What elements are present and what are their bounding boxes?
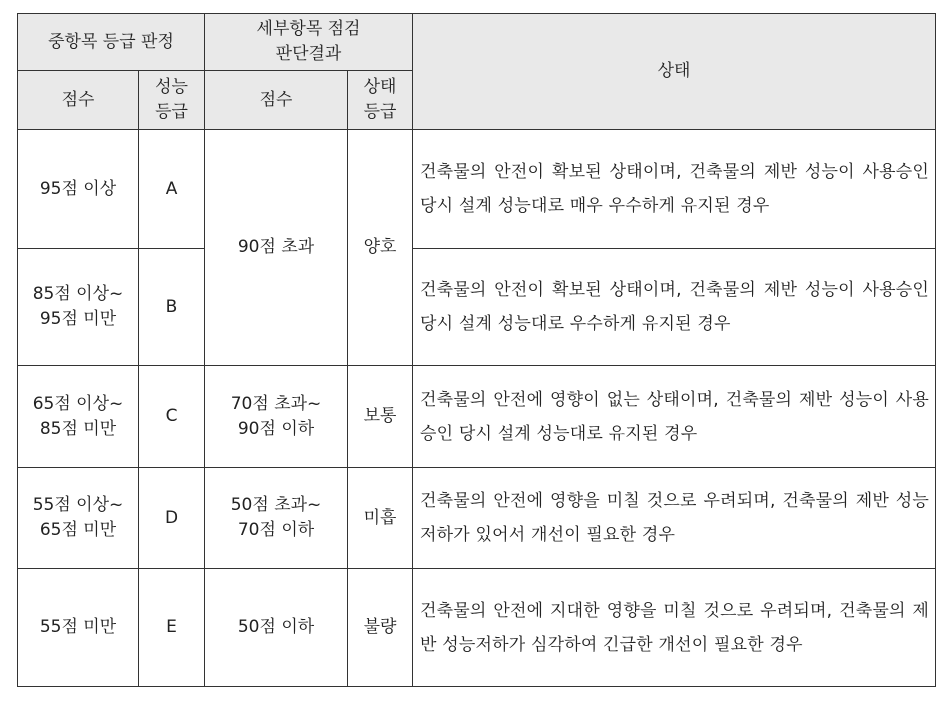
performance-grade-cell: E	[139, 569, 205, 687]
header-sub-item-result-line2: 판단결과	[275, 44, 342, 64]
table-row	[18, 366, 936, 468]
sub-score-cell	[205, 366, 348, 468]
status-description: 건축물의 안전이 확보된 상태이며, 건축물의 제반 성능이 사용승인 당시 설계 성능대로 매우 우수하게 유지된 경우	[413, 130, 936, 249]
sub-score-line1: 70점 초과~	[230, 393, 322, 414]
score-cell: 55점 미만	[18, 569, 139, 687]
score-line2: 95점 미만	[39, 309, 117, 329]
header-sub-item-result-line1: 세부항목 점검	[256, 19, 361, 39]
header-status: 상태	[413, 14, 936, 130]
grade-criteria-table	[17, 13, 936, 687]
header-sub-item-result	[205, 14, 413, 71]
performance-grade-cell: A	[139, 130, 205, 249]
status-description: 건축물의 안전에 지대한 영향을 미칠 것으로 우려되며, 건축물의 제반 성능저하가 심각하여 긴급한 개선이 필요한 경우	[413, 569, 936, 687]
condition-grade-cell: 보통	[348, 366, 413, 468]
header-condition-grade-line2: 등급	[363, 102, 397, 122]
sub-score-line2: 70점 이하	[237, 520, 315, 540]
header-sub-score: 점수	[205, 71, 348, 130]
header-performance-grade-line1: 성능	[155, 77, 188, 97]
table-row	[18, 569, 936, 687]
score-cell: 95점 이상	[18, 130, 139, 249]
status-description: 건축물의 안전에 영향을 미칠 것으로 우려되며, 건축물의 제반 성능저하가 있어서 개선이 필요한 경우	[413, 468, 936, 569]
header-condition-grade-line1: 상태	[363, 77, 397, 97]
score-cell	[18, 249, 139, 366]
header-mid-item-grade: 중항목 등급 판정	[18, 14, 205, 71]
score-line1: 55점 이상~	[32, 495, 124, 515]
condition-grade-cell: 불량	[348, 569, 413, 687]
table-row	[18, 130, 936, 249]
table-row	[18, 468, 936, 569]
sub-score-line2: 90점 이하	[237, 418, 315, 439]
condition-grade-cell: 양호	[348, 130, 413, 366]
performance-grade-cell: D	[139, 468, 205, 569]
header-performance-grade-line2: 등급	[155, 102, 188, 122]
score-cell	[18, 468, 139, 569]
sub-score-cell: 50점 이하	[205, 569, 348, 687]
header-condition-grade	[348, 71, 413, 130]
status-description: 건축물의 안전이 확보된 상태이며, 건축물의 제반 성능이 사용승인 당시 설계 성능대로 우수하게 유지된 경우	[413, 249, 936, 366]
score-line2: 85점 미만	[39, 418, 117, 439]
header-score: 점수	[18, 71, 139, 130]
score-cell	[18, 366, 139, 468]
performance-grade-cell: C	[139, 366, 205, 468]
sub-score-cell: 90점 초과	[205, 130, 348, 366]
performance-grade-cell: B	[139, 249, 205, 366]
table-row	[18, 249, 936, 366]
status-description: 건축물의 안전에 영향이 없는 상태이며, 건축물의 제반 성능이 사용승인 당시 설계 성능대로 유지된 경우	[413, 366, 936, 468]
score-line1: 65점 이상~	[32, 393, 124, 414]
sub-score-cell	[205, 468, 348, 569]
condition-grade-cell: 미흡	[348, 468, 413, 569]
sub-score-line1: 50점 초과~	[230, 495, 322, 515]
header-performance-grade	[139, 71, 205, 130]
header-row-1	[18, 14, 936, 71]
score-line2: 65점 미만	[39, 520, 117, 540]
score-line1: 85점 이상~	[32, 284, 124, 304]
